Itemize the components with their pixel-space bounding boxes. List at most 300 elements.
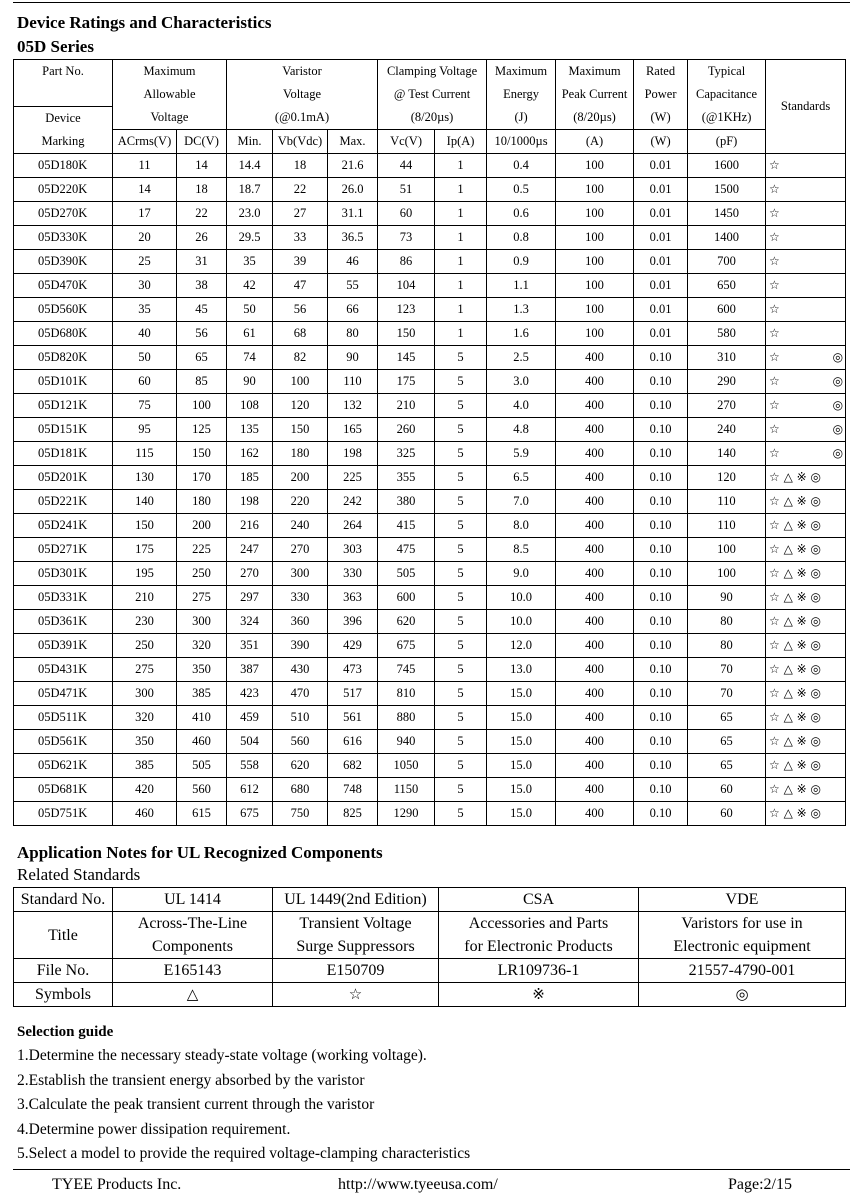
- standards-symbols: ☆ △ ※ ◎: [769, 494, 822, 508]
- table-cell: 303: [328, 538, 378, 562]
- table-row: [14, 418, 846, 442]
- table-cell: 0.10: [634, 442, 688, 466]
- table-cell: 5: [435, 490, 487, 514]
- table-cell: 415: [378, 514, 435, 538]
- part-number-cell: 05D330K: [14, 226, 113, 250]
- table-cell: 880: [378, 706, 435, 730]
- table-cell: 260: [378, 418, 435, 442]
- table-cell: 70: [688, 658, 766, 682]
- ul-standard-label: Standard No.: [14, 888, 113, 912]
- header-row-1: [14, 60, 846, 84]
- table-cell: 0.01: [634, 298, 688, 322]
- part-number-cell: 05D181K: [14, 442, 113, 466]
- table-cell: 10.0: [487, 610, 556, 634]
- table-cell: 100: [688, 538, 766, 562]
- col-cap-3: (@1KHz): [688, 106, 766, 130]
- table-cell: 26: [177, 226, 227, 250]
- table-cell: 324: [227, 610, 273, 634]
- table-cell: 100: [556, 154, 634, 178]
- table-cell: 0.01: [634, 202, 688, 226]
- table-cell: 300: [177, 610, 227, 634]
- table-cell: 5: [435, 586, 487, 610]
- sub-dc: DC(V): [177, 130, 227, 154]
- sub-cap: (pF): [688, 130, 766, 154]
- col-device-1: Device: [14, 106, 113, 130]
- bullseye-icon: ◎: [832, 398, 844, 412]
- table-cell: 750: [273, 802, 328, 826]
- standards-symbols: ☆: [769, 254, 780, 268]
- table-cell: 5: [435, 442, 487, 466]
- triangle-icon: △: [113, 983, 273, 1007]
- part-number-cell: 05D390K: [14, 250, 113, 274]
- table-cell: 216: [227, 514, 273, 538]
- table-cell: 210: [378, 394, 435, 418]
- standards-cell: [766, 346, 846, 370]
- table-cell: 21.6: [328, 154, 378, 178]
- table-cell: 400: [556, 538, 634, 562]
- table-cell: 185: [227, 466, 273, 490]
- table-cell: 470: [273, 682, 328, 706]
- col-max-allowable-3: Voltage: [113, 106, 227, 130]
- header-row-2: [14, 83, 846, 106]
- table-cell: 505: [177, 754, 227, 778]
- series-title: 05D Series: [17, 37, 94, 56]
- table-cell: 145: [378, 346, 435, 370]
- table-cell: 14.4: [227, 154, 273, 178]
- standards-cell: [766, 178, 846, 202]
- table-cell: 600: [688, 298, 766, 322]
- table-row: [14, 226, 846, 250]
- table-cell: 1.3: [487, 298, 556, 322]
- table-cell: 1.1: [487, 274, 556, 298]
- bullseye-icon: ◎: [832, 374, 844, 388]
- table-cell: 297: [227, 586, 273, 610]
- table-cell: 748: [328, 778, 378, 802]
- standards-cell: [766, 298, 846, 322]
- table-cell: 400: [556, 418, 634, 442]
- standards-cell: [766, 778, 846, 802]
- footer-rule: [13, 1169, 850, 1170]
- table-cell: 1: [435, 202, 487, 226]
- ul-title-csa: Accessories and Parts for Electronic Products: [439, 912, 639, 959]
- table-cell: 31: [177, 250, 227, 274]
- table-cell: 5: [435, 466, 487, 490]
- table-cell: 5.9: [487, 442, 556, 466]
- table-cell: 47: [273, 274, 328, 298]
- table-cell: 0.10: [634, 418, 688, 442]
- table-cell: 330: [273, 586, 328, 610]
- table-cell: 100: [177, 394, 227, 418]
- table-cell: 300: [113, 682, 177, 706]
- table-cell: 0.01: [634, 274, 688, 298]
- table-cell: 0.01: [634, 250, 688, 274]
- table-cell: 60: [688, 778, 766, 802]
- standards-cell: [766, 634, 846, 658]
- standards-cell: [766, 514, 846, 538]
- table-cell: 82: [273, 346, 328, 370]
- table-cell: 290: [688, 370, 766, 394]
- ul-standard-csa: CSA: [439, 888, 639, 912]
- table-cell: 1400: [688, 226, 766, 250]
- table-cell: 65: [177, 346, 227, 370]
- ul-title-label: Title: [14, 912, 113, 959]
- table-cell: 5: [435, 418, 487, 442]
- part-number-cell: 05D431K: [14, 658, 113, 682]
- table-cell: 5: [435, 538, 487, 562]
- part-number-cell: 05D301K: [14, 562, 113, 586]
- part-number-cell: 05D680K: [14, 322, 113, 346]
- table-cell: 100: [556, 322, 634, 346]
- table-row: [14, 562, 846, 586]
- table-cell: 195: [113, 562, 177, 586]
- table-cell: 50: [113, 346, 177, 370]
- table-cell: 26.0: [328, 178, 378, 202]
- table-cell: 612: [227, 778, 273, 802]
- part-number-cell: 05D180K: [14, 154, 113, 178]
- table-row: [14, 706, 846, 730]
- selection-guide-title: Selection guide: [17, 1024, 114, 1040]
- table-cell: 15.0: [487, 778, 556, 802]
- table-cell: 100: [273, 370, 328, 394]
- col-clamping-1: Clamping Voltage: [378, 60, 487, 84]
- table-cell: 459: [227, 706, 273, 730]
- part-number-cell: 05D470K: [14, 274, 113, 298]
- standards-symbols: ☆: [769, 350, 780, 364]
- table-cell: 90: [688, 586, 766, 610]
- table-cell: 5: [435, 394, 487, 418]
- table-cell: 0.10: [634, 610, 688, 634]
- table-cell: 65: [688, 754, 766, 778]
- table-cell: 22: [273, 178, 328, 202]
- table-cell: 1290: [378, 802, 435, 826]
- guide-step-5: 5.Select a model to provide the required voltage-clamping characteristics: [17, 1145, 471, 1163]
- page-title: Device Ratings and Characteristics: [17, 13, 272, 32]
- standards-cell: [766, 202, 846, 226]
- standards-symbols: ☆ △ ※ ◎: [769, 782, 822, 796]
- table-cell: 60: [113, 370, 177, 394]
- table-cell: 15.0: [487, 754, 556, 778]
- table-row: [14, 514, 846, 538]
- star-icon: ☆: [273, 983, 439, 1007]
- sub-peak: (A): [556, 130, 634, 154]
- table-cell: 100: [556, 178, 634, 202]
- table-cell: 360: [273, 610, 328, 634]
- col-cap-1: Typical: [688, 60, 766, 84]
- table-cell: 150: [113, 514, 177, 538]
- table-cell: 85: [177, 370, 227, 394]
- standards-symbols: ☆: [769, 422, 780, 436]
- standards-cell: [766, 706, 846, 730]
- standards-cell: [766, 418, 846, 442]
- col-max-allowable-1: Maximum: [113, 60, 227, 84]
- table-cell: 15.0: [487, 730, 556, 754]
- standards-cell: [766, 730, 846, 754]
- table-cell: 400: [556, 802, 634, 826]
- table-cell: 400: [556, 466, 634, 490]
- table-cell: 230: [113, 610, 177, 634]
- table-cell: 400: [556, 658, 634, 682]
- col-peak-1: Maximum: [556, 60, 634, 84]
- table-cell: 460: [177, 730, 227, 754]
- table-cell: 5: [435, 370, 487, 394]
- table-cell: 0.10: [634, 682, 688, 706]
- table-cell: 130: [113, 466, 177, 490]
- bullseye-icon: ◎: [832, 350, 844, 364]
- table-cell: 5: [435, 562, 487, 586]
- table-cell: 45: [177, 298, 227, 322]
- part-number-cell: 05D561K: [14, 730, 113, 754]
- table-cell: 10.0: [487, 586, 556, 610]
- table-cell: 0.10: [634, 754, 688, 778]
- table-cell: 22: [177, 202, 227, 226]
- table-cell: 140: [113, 490, 177, 514]
- col-power-3: (W): [634, 106, 688, 130]
- ul-file-vde: 21557-4790-001: [639, 959, 846, 983]
- table-cell: 0.9: [487, 250, 556, 274]
- selection-guide-list: [17, 1046, 470, 1169]
- standards-symbols: ☆ △ ※ ◎: [769, 542, 822, 556]
- guide-step-4: 4.Determine power dissipation requirement.: [17, 1120, 291, 1138]
- table-cell: 560: [177, 778, 227, 802]
- table-cell: 1600: [688, 154, 766, 178]
- standards-symbols: ☆ △ ※ ◎: [769, 614, 822, 628]
- table-cell: 1500: [688, 178, 766, 202]
- table-cell: 400: [556, 610, 634, 634]
- footer-url[interactable]: http://www.tyeeusa.com/: [338, 1176, 498, 1193]
- ul-title-row: [14, 912, 846, 959]
- standards-cell: [766, 466, 846, 490]
- part-number-cell: 05D511K: [14, 706, 113, 730]
- table-cell: 0.10: [634, 370, 688, 394]
- table-cell: 351: [227, 634, 273, 658]
- table-cell: 70: [688, 682, 766, 706]
- table-cell: 1: [435, 322, 487, 346]
- table-cell: 175: [113, 538, 177, 562]
- table-cell: 225: [328, 466, 378, 490]
- table-cell: 0.10: [634, 706, 688, 730]
- table-row: [14, 250, 846, 274]
- bullseye-icon: ◎: [639, 983, 846, 1007]
- ul-title-ul1449: Transient Voltage Surge Suppressors: [273, 912, 439, 959]
- standards-symbols: ☆ △ ※ ◎: [769, 734, 822, 748]
- table-row: [14, 346, 846, 370]
- ul-standards-table: [13, 887, 846, 1007]
- ul-notes-subtitle: Related Standards: [17, 865, 141, 884]
- table-cell: 0.01: [634, 178, 688, 202]
- table-cell: 30: [113, 274, 177, 298]
- table-cell: 350: [113, 730, 177, 754]
- table-cell: 420: [113, 778, 177, 802]
- table-cell: 650: [688, 274, 766, 298]
- table-cell: 35: [113, 298, 177, 322]
- part-number-cell: 05D391K: [14, 634, 113, 658]
- table-cell: 90: [328, 346, 378, 370]
- standards-cell: [766, 562, 846, 586]
- table-cell: 700: [688, 250, 766, 274]
- standards-symbols: ☆ △ ※ ◎: [769, 566, 822, 580]
- table-cell: 475: [378, 538, 435, 562]
- table-cell: 250: [177, 562, 227, 586]
- sub-power: (W): [634, 130, 688, 154]
- table-cell: 429: [328, 634, 378, 658]
- table-cell: 66: [328, 298, 378, 322]
- standards-cell: [766, 802, 846, 826]
- table-cell: 355: [378, 466, 435, 490]
- footer-page: Page:2/15: [728, 1176, 792, 1193]
- table-cell: 4.8: [487, 418, 556, 442]
- col-cap-2: Capacitance: [688, 83, 766, 106]
- standards-symbols: ☆ △ ※ ◎: [769, 662, 822, 676]
- table-cell: 1: [435, 226, 487, 250]
- table-cell: 220: [273, 490, 328, 514]
- table-cell: 682: [328, 754, 378, 778]
- table-cell: 264: [328, 514, 378, 538]
- table-cell: 5: [435, 802, 487, 826]
- table-cell: 300: [273, 562, 328, 586]
- standards-cell: [766, 394, 846, 418]
- standards-cell: [766, 754, 846, 778]
- table-cell: 125: [177, 418, 227, 442]
- col-standards: Standards: [766, 60, 846, 154]
- table-cell: 580: [688, 322, 766, 346]
- standards-cell: [766, 610, 846, 634]
- table-cell: 558: [227, 754, 273, 778]
- table-cell: 60: [378, 202, 435, 226]
- table-cell: 0.01: [634, 226, 688, 250]
- table-cell: 55: [328, 274, 378, 298]
- ratings-table: [13, 59, 846, 826]
- standards-cell: [766, 538, 846, 562]
- table-row: [14, 778, 846, 802]
- col-varistor-2: Voltage: [227, 83, 378, 106]
- table-cell: 363: [328, 586, 378, 610]
- standards-symbols: ☆: [769, 446, 780, 460]
- sub-min: Min.: [227, 130, 273, 154]
- table-cell: 120: [688, 466, 766, 490]
- table-cell: 5: [435, 658, 487, 682]
- part-number-cell: 05D560K: [14, 298, 113, 322]
- table-cell: 1150: [378, 778, 435, 802]
- table-cell: 74: [227, 346, 273, 370]
- col-energy-1: Maximum: [487, 60, 556, 84]
- table-cell: 5: [435, 514, 487, 538]
- standards-cell: [766, 370, 846, 394]
- table-cell: 50: [227, 298, 273, 322]
- table-cell: 90: [227, 370, 273, 394]
- table-row: [14, 466, 846, 490]
- standards-cell: [766, 322, 846, 346]
- ul-standard-ul1449: UL 1449(2nd Edition): [273, 888, 439, 912]
- table-cell: 505: [378, 562, 435, 586]
- ul-file-ul1414: E165143: [113, 959, 273, 983]
- table-cell: 15.0: [487, 706, 556, 730]
- table-cell: 7.0: [487, 490, 556, 514]
- table-row: [14, 154, 846, 178]
- table-cell: 9.0: [487, 562, 556, 586]
- top-rule: [13, 2, 850, 3]
- table-row: [14, 634, 846, 658]
- table-cell: 5: [435, 610, 487, 634]
- table-cell: 115: [113, 442, 177, 466]
- table-cell: 400: [556, 754, 634, 778]
- standards-cell: [766, 250, 846, 274]
- table-cell: 0.10: [634, 490, 688, 514]
- table-cell: 473: [328, 658, 378, 682]
- table-row: [14, 586, 846, 610]
- sub-vc: Vc(V): [378, 130, 435, 154]
- standards-symbols: ☆: [769, 230, 780, 244]
- table-cell: 1.6: [487, 322, 556, 346]
- table-row: [14, 178, 846, 202]
- table-cell: 400: [556, 682, 634, 706]
- part-number-cell: 05D331K: [14, 586, 113, 610]
- table-cell: 5: [435, 778, 487, 802]
- ul-notes-title: Application Notes for UL Recognized Components: [17, 843, 383, 862]
- table-cell: 517: [328, 682, 378, 706]
- table-cell: 36.5: [328, 226, 378, 250]
- table-cell: 400: [556, 514, 634, 538]
- header-row-3: [14, 106, 846, 130]
- table-cell: 5: [435, 682, 487, 706]
- standards-symbols: ☆: [769, 206, 780, 220]
- table-cell: 385: [177, 682, 227, 706]
- col-max-allowable-2: Allowable: [113, 83, 227, 106]
- table-cell: 0.10: [634, 778, 688, 802]
- table-cell: 5: [435, 634, 487, 658]
- col-power-1: Rated: [634, 60, 688, 84]
- ul-standard-vde: VDE: [639, 888, 846, 912]
- sub-ip: Ip(A): [435, 130, 487, 154]
- part-number-cell: 05D270K: [14, 202, 113, 226]
- table-cell: 600: [378, 586, 435, 610]
- table-cell: 14: [177, 154, 227, 178]
- table-cell: 31.1: [328, 202, 378, 226]
- table-cell: 0.4: [487, 154, 556, 178]
- sub-energy: 10/1000µs: [487, 130, 556, 154]
- table-cell: 387: [227, 658, 273, 682]
- table-cell: 180: [177, 490, 227, 514]
- part-number-cell: 05D751K: [14, 802, 113, 826]
- table-cell: 6.5: [487, 466, 556, 490]
- table-cell: 100: [556, 250, 634, 274]
- sub-acrms: ACrms(V): [113, 130, 177, 154]
- table-cell: 616: [328, 730, 378, 754]
- standards-symbols: ☆ △ ※ ◎: [769, 686, 822, 700]
- table-cell: 132: [328, 394, 378, 418]
- table-cell: 560: [273, 730, 328, 754]
- table-cell: 745: [378, 658, 435, 682]
- table-cell: 12.0: [487, 634, 556, 658]
- ul-title-ul1414: Across-The-Line Components: [113, 912, 273, 959]
- table-cell: 150: [177, 442, 227, 466]
- table-cell: 1: [435, 154, 487, 178]
- table-cell: 95: [113, 418, 177, 442]
- table-cell: 14: [113, 178, 177, 202]
- table-cell: 240: [273, 514, 328, 538]
- table-cell: 33: [273, 226, 328, 250]
- standards-symbols: ☆: [769, 398, 780, 412]
- part-number-cell: 05D101K: [14, 370, 113, 394]
- guide-step-2: 2.Establish the transient energy absorbed by the varistor: [17, 1071, 365, 1089]
- table-cell: 247: [227, 538, 273, 562]
- col-clamping-2: @ Test Current: [378, 83, 487, 106]
- ul-file-ul1449: E150709: [273, 959, 439, 983]
- table-row: [14, 442, 846, 466]
- part-number-cell: 05D471K: [14, 682, 113, 706]
- table-cell: 1: [435, 250, 487, 274]
- table-cell: 17: [113, 202, 177, 226]
- table-cell: 0.10: [634, 658, 688, 682]
